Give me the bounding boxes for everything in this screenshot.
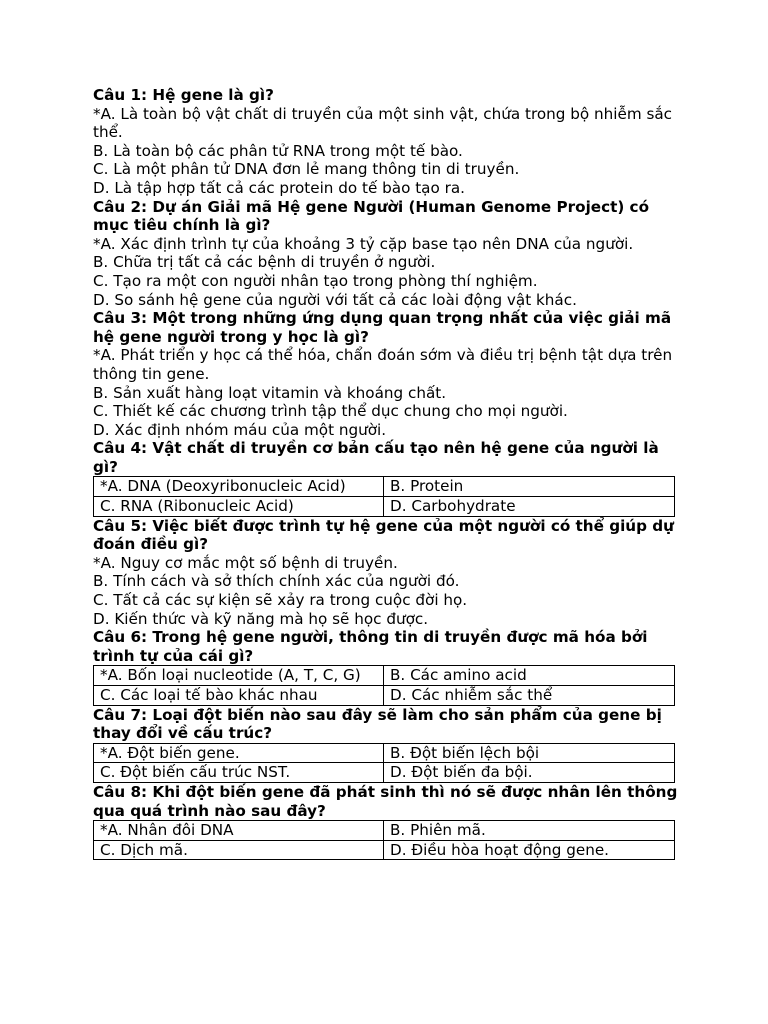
option-d: D. Carbohydrate: [384, 497, 675, 517]
question-5: [93, 517, 678, 629]
table-row: [94, 763, 675, 783]
option-a: *A. DNA (Deoxyribonucleic Acid): [94, 477, 384, 497]
question-title: Câu 8: Khi đột biến gene đã phát sinh thì nó sẽ được nhân lên thông qua quá trình nào sau đây?: [93, 782, 678, 820]
option-c: C. Dịch mã.: [94, 840, 384, 860]
option-a: *A. Xác định trình tự của khoảng 3 tỷ cặp base tạo nên DNA của người.: [93, 234, 634, 253]
question-title: Câu 3: Một trong những ứng dụng quan trọng nhất của việc giải mã hệ gene người trong y học là gì?: [93, 309, 672, 346]
table-row: [94, 666, 675, 686]
question-3: [93, 309, 678, 439]
question-title: Câu 5: Việc biết được trình tự hệ gene của một người có thể giúp dự đoán điều gì?: [93, 516, 674, 554]
option-b: B. Sản xuất hàng loạt vitamin và khoáng chất.: [93, 383, 447, 402]
option-a: *A. Phát triển y học cá thể hóa, chẩn đoán sớm và điều trị bệnh tật dựa trên thông tin gene.: [93, 346, 673, 383]
options-table: [93, 743, 675, 783]
options-table: [93, 665, 675, 705]
option-b: B. Đột biến lệch bội: [384, 743, 675, 763]
option-b: B. Là toàn bộ các phân tử RNA trong một tế bào.: [93, 141, 463, 160]
option-d: D. Điều hòa hoạt động gene.: [384, 840, 675, 860]
option-c: C. Tất cả các sự kiện sẽ xảy ra trong cuộc đời họ.: [93, 591, 468, 610]
option-c: C. Tạo ra một con người nhân tạo trong phòng thí nghiệm.: [93, 271, 538, 290]
question-6: [93, 628, 678, 705]
table-row: [94, 821, 675, 841]
option-c: C. RNA (Ribonucleic Acid): [94, 497, 384, 517]
option-d: D. Đột biến đa bội.: [384, 763, 675, 783]
option-a: *A. Nhân đôi DNA: [94, 821, 384, 841]
question-title: Câu 1: Hệ gene là gì?: [93, 86, 274, 104]
option-c: C. Đột biến cấu trúc NST.: [94, 763, 384, 783]
question-2: [93, 198, 678, 310]
option-b: B. Phiên mã.: [384, 821, 675, 841]
option-b: B. Tính cách và sở thích chính xác của người đó.: [93, 572, 460, 591]
option-c: C. Là một phân tử DNA đơn lẻ mang thông tin di truyền.: [93, 160, 520, 179]
question-title: Câu 7: Loại đột biến nào sau đây sẽ làm cho sản phẩm của gene bị thay đổi về cấu trúc?: [93, 705, 662, 743]
option-b: B. Các amino acid: [384, 666, 675, 686]
option-c: C. Thiết kế các chương trình tập thể dục chung cho mọi người.: [93, 402, 568, 421]
option-d: D. Các nhiễm sắc thể: [384, 686, 675, 706]
table-row: [94, 497, 675, 517]
question-1: [93, 86, 678, 198]
table-row: [94, 686, 675, 706]
question-4: [93, 439, 678, 516]
document-page: [93, 86, 678, 860]
option-c: C. Các loại tế bào khác nhau: [94, 686, 384, 706]
option-b: B. Protein: [384, 477, 675, 497]
options-table: [93, 476, 675, 516]
table-row: [94, 743, 675, 763]
option-d: D. Là tập hợp tất cả các protein do tế bào tạo ra.: [93, 178, 465, 197]
option-a: *A. Đột biến gene.: [94, 743, 384, 763]
option-a: *A. Là toàn bộ vật chất di truyền của một sinh vật, chứa trong bộ nhiễm sắc thể.: [93, 104, 673, 142]
option-a: *A. Bốn loại nucleotide (A, T, C, G): [94, 666, 384, 686]
question-title: Câu 2: Dự án Giải mã Hệ gene Người (Human Genome Project) có mục tiêu chính là gì?: [93, 197, 649, 235]
option-a: *A. Nguy cơ mắc một số bệnh di truyền.: [93, 553, 398, 572]
options-table: [93, 820, 675, 860]
question-title: Câu 6: Trong hệ gene người, thông tin di truyền được mã hóa bởi trình tự của cái gì?: [93, 628, 648, 665]
option-d: D. Xác định nhóm máu của một người.: [93, 420, 387, 439]
question-7: [93, 706, 678, 783]
question-8: [93, 783, 678, 860]
option-d: D. So sánh hệ gene của người với tất cả các loài động vật khác.: [93, 290, 577, 309]
option-b: B. Chữa trị tất cả các bệnh di truyền ở người.: [93, 253, 436, 272]
question-title: Câu 4: Vật chất di truyền cơ bản cấu tạo nên hệ gene của người là gì?: [93, 439, 659, 476]
table-row: [94, 477, 675, 497]
table-row: [94, 840, 675, 860]
option-d: D. Kiến thức và kỹ năng mà họ sẽ học được.: [93, 609, 429, 628]
